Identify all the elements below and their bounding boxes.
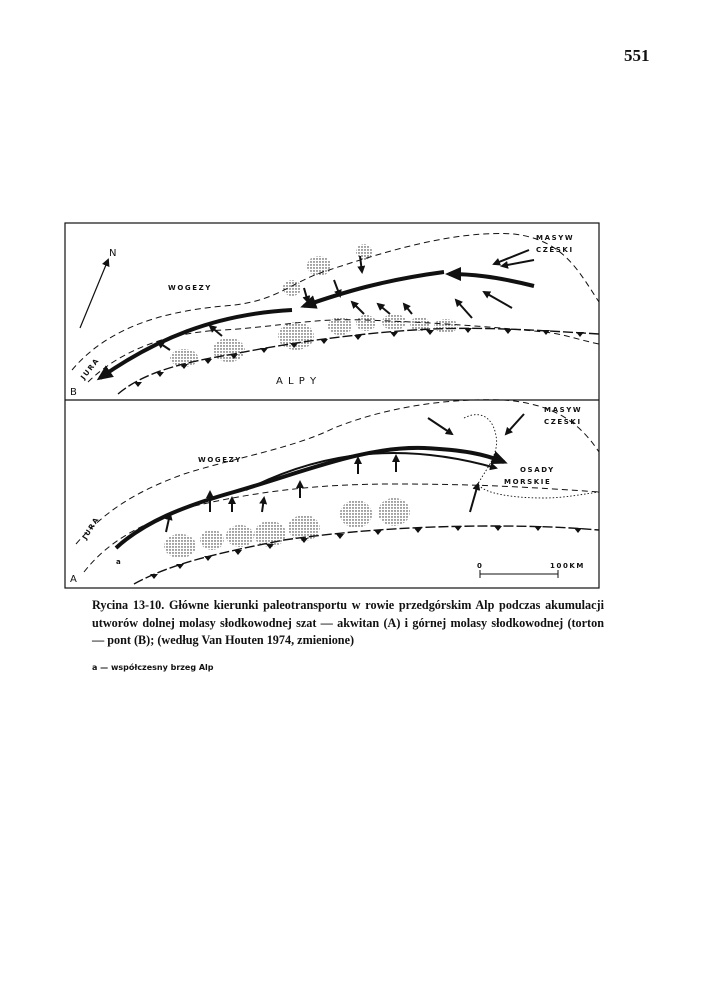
label-masyw-a: MASYW	[544, 406, 583, 414]
panel-a	[70, 400, 599, 585]
label-czeski-b: CZESKI	[536, 246, 574, 254]
label-morskie: MORSKIE	[504, 478, 552, 486]
main-transport-arrow-b-2	[449, 274, 534, 286]
label-alpy: A L P Y	[276, 376, 318, 387]
thrust-teeth-b	[134, 328, 584, 387]
page-number: 551	[624, 46, 650, 65]
north-arrow	[80, 248, 117, 328]
scale-zero: 0	[477, 562, 484, 570]
label-masyw-b: MASYW	[536, 234, 575, 242]
panel-letter-b: B	[70, 387, 77, 398]
panel-b	[70, 234, 599, 398]
main-transport-arrow-b	[304, 272, 444, 306]
label-jura-b: JURA	[79, 356, 102, 382]
label-wogezy-b: WOGEZY	[168, 284, 212, 292]
figure-frame	[65, 223, 599, 588]
panel-letter-a: A	[70, 574, 77, 585]
minor-arrows-b	[158, 250, 534, 350]
figure-legend: a — współczesny brzeg Alp	[92, 663, 214, 672]
figure-caption	[92, 597, 604, 650]
label-osady: OSADY	[520, 466, 555, 474]
scale-value: 100KM	[550, 562, 586, 570]
caption-text: Główne kierunki paleotransportu w rowie przedgórskim Alp podczas akumulacji utworów dolnej molasy słodkowodnej szat — akwitan (A) i górnej molasy słodkowodnej (torton — pont (B); (według Van Houten 1974, zmienione)	[92, 598, 604, 647]
scale-bar	[477, 562, 585, 578]
figure-paleotransport-map	[64, 222, 602, 592]
label-jura-a: JURA	[80, 515, 102, 542]
alluvial-fans-b	[170, 244, 458, 367]
label-czeski-a: CZESKI	[544, 418, 582, 426]
caption-lead: Rycina 13-10.	[92, 598, 165, 612]
label-wogezy-a: WOGEZY	[198, 456, 242, 464]
main-transport-arrow-a-2	[246, 453, 496, 490]
alluvial-fans-a	[164, 498, 410, 558]
north-label: N	[109, 248, 118, 259]
main-transport-arrow-b-3	[100, 310, 292, 378]
label-a-mark: a	[116, 558, 123, 566]
